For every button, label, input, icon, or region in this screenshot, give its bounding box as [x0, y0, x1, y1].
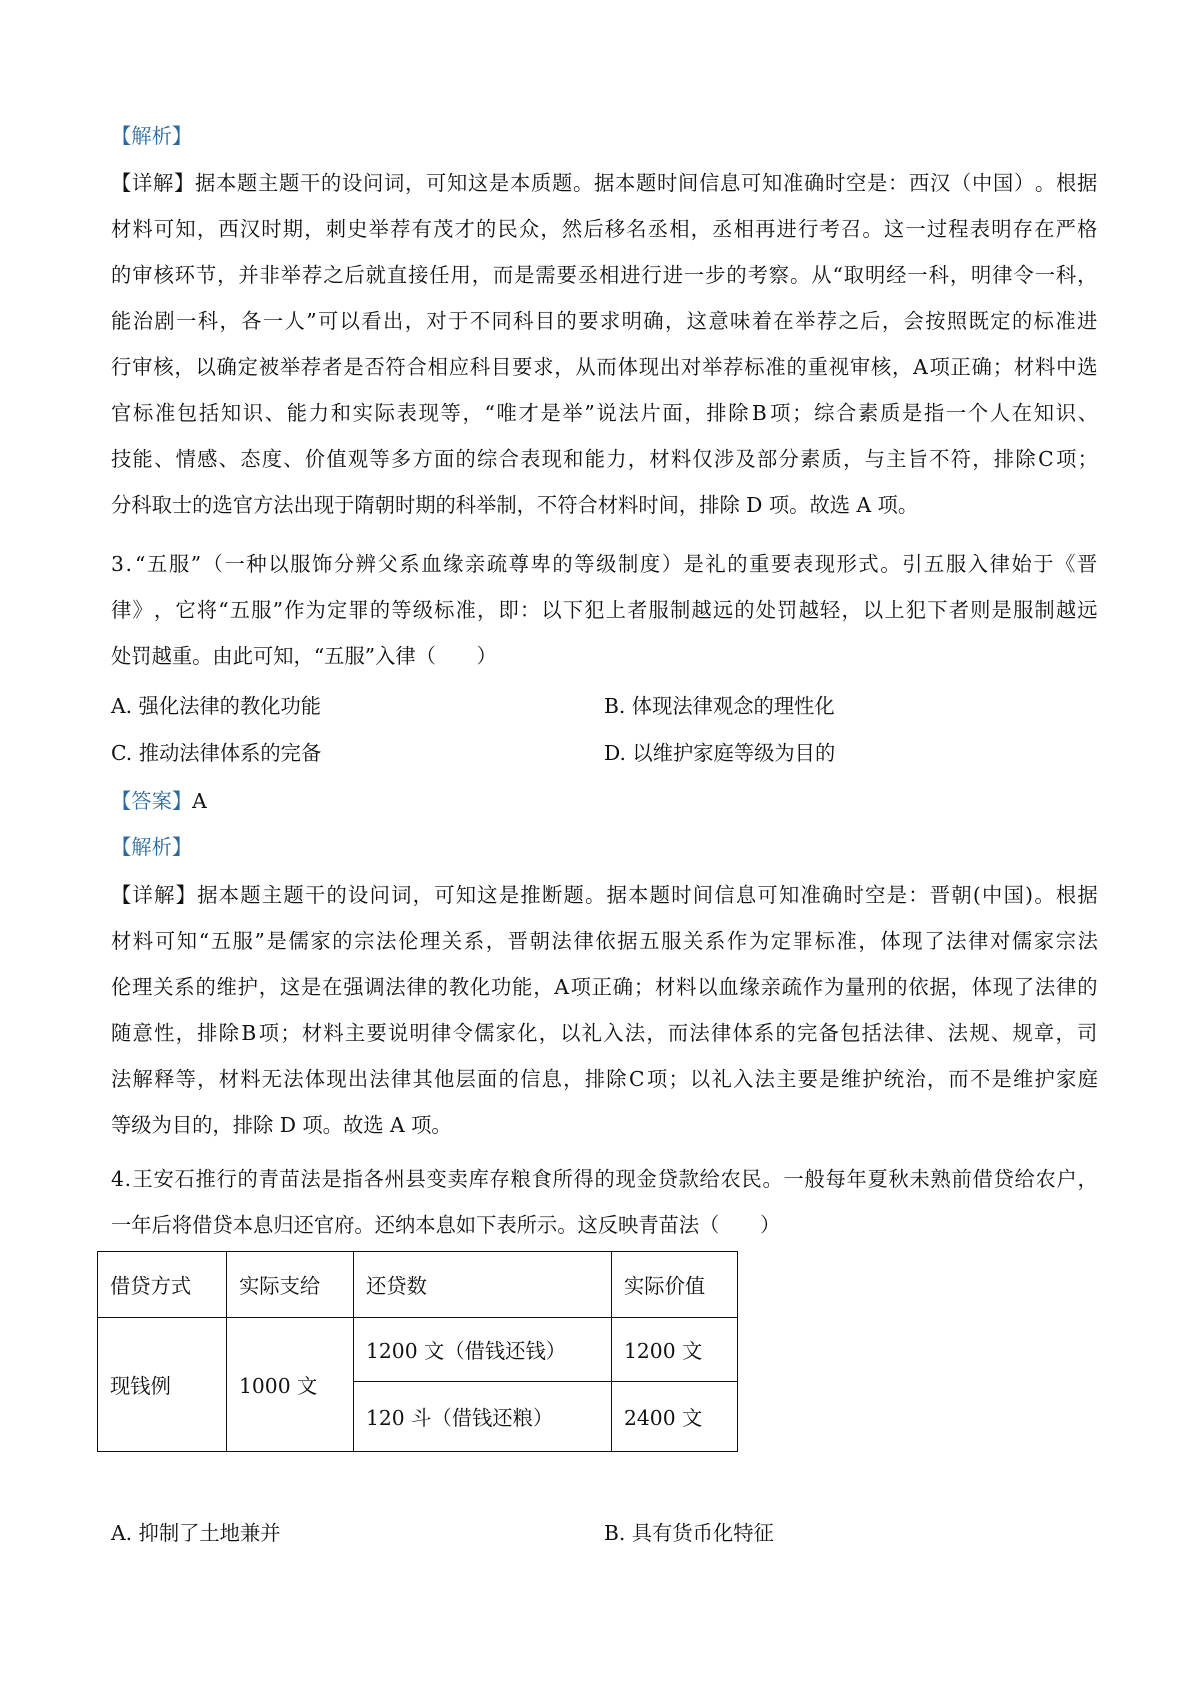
- q4-stem: [111, 1156, 1098, 1248]
- q3-option-d[interactable]: D. 以维护家庭等级为目的: [604, 741, 836, 765]
- table-cell-value: 1200 文: [612, 1318, 738, 1382]
- answer-label: 【答案】: [111, 789, 193, 813]
- table-cell-method: 现钱例: [98, 1318, 227, 1452]
- text-line: 律 》 ， 它 将 “ 五 服 ” 作 为 定 罪 的 等 级 标 准 ， 即 ： 以 下 犯 上 者 服 制 越 远 的 处 罚 越 轻 ， 以 上 犯 下 者 则 是 服 制 越 远: [111, 598, 1098, 622]
- text-line: 官 标 准 包 括 知 识 、 能 力 和 实 际 表 现 等 ， “ 唯 才 是 举 ” 说 法 片 面 ， 排 除 B 项 ； 综 合 素 质 是 指 一 个 人 在 知 识 、: [111, 401, 1098, 425]
- table-cell-value: 2400 文: [612, 1382, 738, 1452]
- text-line: 一年后将借贷本息归还官府。还纳本息如下表所示。这反映青苗法（ ）: [111, 1213, 781, 1237]
- table-header-cell: 借贷方式: [98, 1252, 227, 1318]
- text-line: 法 解 释 等 ， 材 料 无 法 体 现 出 法 律 其 他 层 面 的 信 息 ， 排 除 C 项 ； 以 礼 入 法 主 要 是 维 护 统 治 ， 而 不 是 维 护 家 庭: [111, 1067, 1098, 1091]
- text-line: 伦 理 关 系 的 维 护 ， 这 是 在 强 调 法 律 的 教 化 功 能 ， A 项 正 确 ； 材 料 以 血 缘 亲 疏 作 为 量 刑 的 依 据 ， 体 现 了 法 律 的: [111, 975, 1098, 999]
- text-line: 能 治 剧 一 科 ， 各 一 人 ” 可 以 看 出 ， 对 于 不 同 科 目 的 要 求 明 确 ， 这 意 味 着 在 举 荐 之 后 ， 会 按 照 既 定 的 标 准 进: [111, 309, 1098, 333]
- q3-option-c[interactable]: C. 推动法律体系的完备: [111, 741, 322, 765]
- text-line: 分科取士的选官方法出现于隋朝时期的科举制，不符合材料时间，排除 D 项。故选 A 项。: [111, 493, 919, 517]
- text-line: 【 详 解 】 据 本 题 主 题 干 的 设 问 词 ， 可 知 这 是 本 质 题 。 据 本 题 时 间 信 息 可 知 准 确 时 空 是 ： 西 汉 （ 中 国 ） 。 根 据: [111, 171, 1098, 195]
- text-line: 随 意 性 ， 排 除 B 项 ； 材 料 主 要 说 明 律 令 儒 家 化 ， 以 礼 入 法 ， 而 法 律 体 系 的 完 备 包 括 法 律 、 法 规 、 规 章 ， 司: [111, 1021, 1098, 1045]
- q2-detail: [111, 160, 1098, 528]
- text-line: 行 审 核 ， 以 确 定 被 举 荐 者 是 否 符 合 相 应 科 目 要 求 ， 从 而 体 现 出 对 举 荐 标 准 的 重 视 审 核 ， A 项 正 确 ； 材 料 中 选: [111, 355, 1098, 379]
- q4-option-b[interactable]: B. 具有货币化特征: [604, 1521, 774, 1545]
- analysis-label: 【解析】: [111, 835, 193, 859]
- text-line: 4 . 王 安 石 推 行 的 青 苗 法 是 指 各 州 县 变 卖 库 存 粮 食 所 得 的 现 金 贷 款 给 农 民 。 一 般 每 年 夏 秋 未 熟 前 借 贷 给 农 户 ，: [111, 1167, 1098, 1191]
- table-header-cell: 实际价值: [612, 1252, 738, 1318]
- text-line: 技 能 、 情 感 、 态 度 、 价 值 观 等 多 方 面 的 综 合 表 现 和 能 力 ， 材 料 仅 涉 及 部 分 素 质 ， 与 主 旨 不 符 ， 排 除 C 项 ；: [111, 447, 1098, 471]
- table-row: [98, 1318, 738, 1382]
- q3-answer: [111, 778, 207, 824]
- text-line: 等级为目的，排除 D 项。故选 A 项。: [111, 1113, 452, 1137]
- text-line: 材 料 可 知 “ 五 服 ” 是 儒 家 的 宗 法 伦 理 关 系 ， 晋 朝 法 律 依 据 五 服 关 系 作 为 定 罪 标 准 ， 体 现 了 法 律 对 儒 家 宗 法: [111, 929, 1098, 953]
- q3-detail: [111, 872, 1098, 1148]
- answer-value: A: [192, 789, 207, 813]
- loan-table: [97, 1251, 738, 1452]
- table-cell-repay: 1200 文（借钱还钱）: [354, 1318, 612, 1382]
- text-line: 的 审 核 环 节 ， 并 非 举 荐 之 后 就 直 接 任 用 ， 而 是 需 要 丞 相 进 行 进 一 步 的 考 察 。 从 “ 取 明 经 一 科 ， 明 律 令 一 科 ，: [111, 263, 1098, 287]
- text-line: 处罚越重。由此可知，“五服”入律（ ）: [111, 644, 497, 668]
- text-line: 3 . “ 五 服 ” （ 一 种 以 服 饰 分 辨 父 系 血 缘 亲 疏 尊 卑 的 等 级 制 度 ） 是 礼 的 重 要 表 现 形 式 。 引 五 服 入 律 始 于 《 晋: [111, 552, 1098, 576]
- q3-stem: [111, 541, 1098, 679]
- table-header-cell: 实际支给: [227, 1252, 354, 1318]
- text-line: 材 料 可 知 ， 西 汉 时 期 ， 刺 史 举 荐 有 茂 才 的 民 众 ， 然 后 移 名 丞 相 ， 丞 相 再 进 行 考 召 。 这 一 过 程 表 明 存 在 严 格: [111, 217, 1098, 241]
- q3-option-a[interactable]: A. 强化法律的教化功能: [111, 694, 322, 718]
- text-line: 【 详 解 】 据 本 题 主 题 干 的 设 问 词 ， 可 知 这 是 推 断 题 。 据 本 题 时 间 信 息 可 知 准 确 时 空 是 ： 晋 朝 ( 中 国 ) 。 根 据: [111, 883, 1098, 907]
- table-header-cell: 还贷数: [354, 1252, 612, 1318]
- table-cell-repay: 120 斗（借钱还粮）: [354, 1382, 612, 1452]
- table-cell-given: 1000 文: [227, 1318, 354, 1452]
- table-header-row: [98, 1252, 738, 1318]
- analysis-label: 【解析】: [111, 124, 193, 148]
- q3-option-b[interactable]: B. 体现法律观念的理性化: [604, 694, 835, 718]
- q4-option-a[interactable]: A. 抑制了土地兼并: [111, 1521, 281, 1545]
